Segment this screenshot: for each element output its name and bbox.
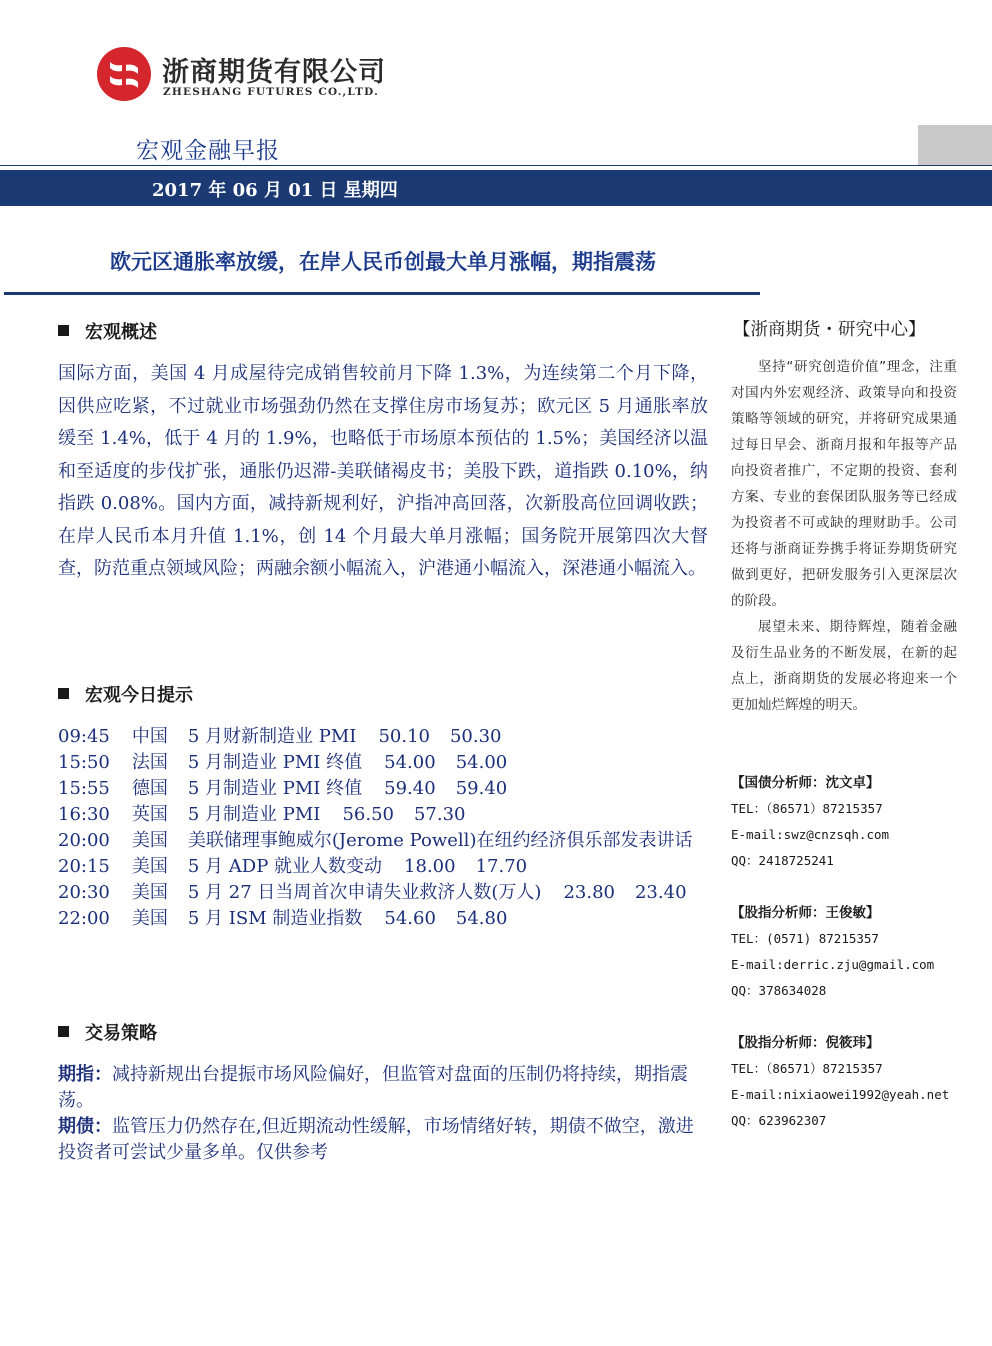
calendar-value-previous: 50.10 [378, 726, 430, 747]
calendar-row [58, 802, 718, 828]
calendar-value-previous: 18.00 [404, 856, 456, 877]
calendar-event: 5 月财新制造业 PMI [187, 726, 357, 747]
calendar-value-previous: 54.00 [384, 752, 436, 773]
analyst-card [731, 1030, 971, 1134]
calendar-row [58, 750, 718, 776]
calendar-value-forecast: 50.30 [449, 726, 502, 747]
analyst-tel: TEL：（86571）87215357 [731, 801, 883, 816]
bullet-square-icon [58, 325, 69, 336]
report-date: 2017 年 06 月 01 日 星期四 [152, 180, 398, 201]
header-gray-tab [918, 125, 992, 165]
strategy-label: 期指： [58, 1064, 112, 1085]
calendar-row [58, 828, 718, 854]
strategy-text: 监管压力仍然存在,但近期流动性缓解，市场情绪好转，期债不做空，激进投资者可尝试少量多单。仅供参考 [58, 1116, 694, 1163]
analyst-email: E-mail:nixiaowei1992@yeah.net [731, 1087, 950, 1102]
calendar-time: 15:55 [58, 778, 110, 799]
calendar-value-forecast: 17.70 [475, 856, 528, 877]
calendar-value-forecast: 54.80 [455, 908, 508, 929]
calendar-country: 法国 [131, 752, 168, 773]
calendar-value-previous: 23.80 [563, 882, 615, 903]
strategy-item-index-futures [58, 1062, 708, 1114]
analyst-email: E-mail:derric.zju@gmail.com [731, 957, 935, 972]
calendar-country: 美国 [131, 908, 168, 929]
analyst-qq: QQ：623962307 [731, 1113, 827, 1128]
calendar-event: 5 月制造业 PMI [187, 804, 321, 825]
calendar-country: 美国 [131, 882, 168, 903]
section-header-macro-calendar [58, 681, 193, 707]
analyst-email: E-mail:swz@cnzsqh.com [731, 827, 890, 842]
calendar-value-previous: 59.40 [384, 778, 436, 799]
calendar-time: 22:00 [58, 908, 110, 929]
calendar-time: 20:30 [58, 882, 110, 903]
analyst-tel: TEL：(0571) 87215357 [731, 931, 879, 946]
calendar-country: 美国 [131, 856, 168, 877]
section-header-trading-strategy [58, 1019, 157, 1045]
header-divider [0, 165, 992, 166]
company-name-en: ZHESHANG FUTURES CO.,LTD. [163, 86, 379, 98]
calendar-value-previous: 54.60 [384, 908, 436, 929]
calendar-country: 德国 [131, 778, 168, 799]
macro-calendar-list [58, 724, 718, 932]
bullet-square-icon [58, 688, 69, 699]
calendar-time: 15:50 [58, 752, 110, 773]
company-name-cn: 浙商期货有限公司 [162, 57, 386, 88]
calendar-row [58, 724, 718, 750]
report-type: 宏观金融早报 [136, 138, 280, 164]
sidebar-intro-paragraph: 展望未来、期待辉煌，随着金融及衍生品业务的不断发展，在新的起点上，浙商期货的发展必将迎来一个更加灿烂辉煌的明天。 [731, 619, 957, 713]
calendar-value-forecast: 59.40 [455, 778, 508, 799]
bullet-square-icon [58, 1026, 69, 1037]
analyst-card [731, 770, 971, 874]
calendar-event: 美联储理事鲍威尔(Jerome Powell)在纽约经济俱乐部发表讲话 [187, 830, 693, 851]
headline: 欧元区通胀率放缓，在岸人民币创最大单月涨幅，期指震荡 [110, 250, 656, 274]
section-title: 宏观概述 [85, 322, 157, 343]
analyst-title: 【国债分析师：沈文卓】 [731, 775, 880, 791]
analyst-qq: QQ：2418725241 [731, 853, 834, 868]
section-header-macro-overview [58, 318, 157, 344]
sidebar-intro [731, 354, 957, 718]
calendar-event: 5 月制造业 PMI 终值 [187, 752, 363, 773]
calendar-value-forecast: 23.40 [634, 882, 687, 903]
calendar-value-previous: 56.50 [342, 804, 394, 825]
trading-strategy-body [58, 1062, 708, 1166]
calendar-event: 5 月 27 日当周首次申请失业救济人数(万人) [187, 882, 542, 903]
calendar-row [58, 776, 718, 802]
calendar-row [58, 880, 718, 906]
strategy-text: 减持新规出台提振市场风险偏好，但监管对盘面的压制仍将持续，期指震荡。 [58, 1064, 688, 1111]
company-logo-icon [96, 46, 152, 102]
calendar-event: 5 月 ADP 就业人数变动 [187, 856, 383, 877]
analyst-title: 【股指分析师：倪筱玮】 [731, 1035, 880, 1051]
analyst-qq: QQ：378634028 [731, 983, 827, 998]
calendar-time: 09:45 [58, 726, 110, 747]
section-title: 宏观今日提示 [85, 685, 193, 706]
calendar-event: 5 月 ISM 制造业指数 [187, 908, 363, 929]
date-band [0, 170, 992, 206]
calendar-value-forecast: 54.00 [455, 752, 508, 773]
calendar-event: 5 月制造业 PMI 终值 [187, 778, 363, 799]
calendar-row [58, 906, 718, 932]
calendar-time: 20:00 [58, 830, 110, 851]
calendar-country: 英国 [131, 804, 168, 825]
strategy-label: 期债： [58, 1116, 112, 1137]
calendar-time: 20:15 [58, 856, 110, 877]
calendar-time: 16:30 [58, 804, 110, 825]
macro-overview-body: 国际方面，美国 4 月成屋待完成销售较前月下降 1.3%，为连续第二个月下降，因供应吃紧，不过就业市场强劲仍然在支撑住房市场复苏；欧元区 5 月通胀率放缓至 1.4%，低于 4 月的 1.9%，也略低于市场原本预估的 1.5%；美国经济以温和至适度的步伐扩张，通胀仍迟滞-美联储褐皮书；美股下跌，道指跌 0.10%，纳指跌 0.08%。国内方面，减持新规利好，沪指冲高回落，次新股高位回调收跌；在岸人民币本月升值 1.1%，创 14 个月最大单月涨幅；国务院开展第四次大督查，防范重点领域风险；两融余额小幅流入，沪港通小幅流入，深港通小幅流入。 [58, 363, 708, 579]
calendar-value-forecast: 57.30 [413, 804, 466, 825]
section-title: 交易策略 [85, 1023, 157, 1044]
headline-rule [4, 292, 760, 295]
sidebar-intro-paragraph: 坚持“研究创造价值”理念，注重对国内外宏观经济、政策导向和投资策略等领域的研究，并将研究成果通过每日早会、浙商月报和年报等产品向投资者推广，不定期的投资、套利方案、专业的套保团队服务等已经成为投资者不可或缺的理财助手。公司还将与浙商证券携手将证券期货研究做到更好，把研发服务引入更深层次的阶段。 [731, 359, 957, 609]
strategy-item-bond-futures [58, 1114, 708, 1166]
analyst-tel: TEL：（86571）87215357 [731, 1061, 883, 1076]
analyst-card [731, 900, 971, 1004]
analyst-title: 【股指分析师：王俊敏】 [731, 905, 880, 921]
calendar-row [58, 854, 718, 880]
calendar-country: 中国 [131, 726, 168, 747]
sidebar-title: 【浙商期货・研究中心】 [733, 320, 926, 340]
calendar-country: 美国 [131, 830, 168, 851]
